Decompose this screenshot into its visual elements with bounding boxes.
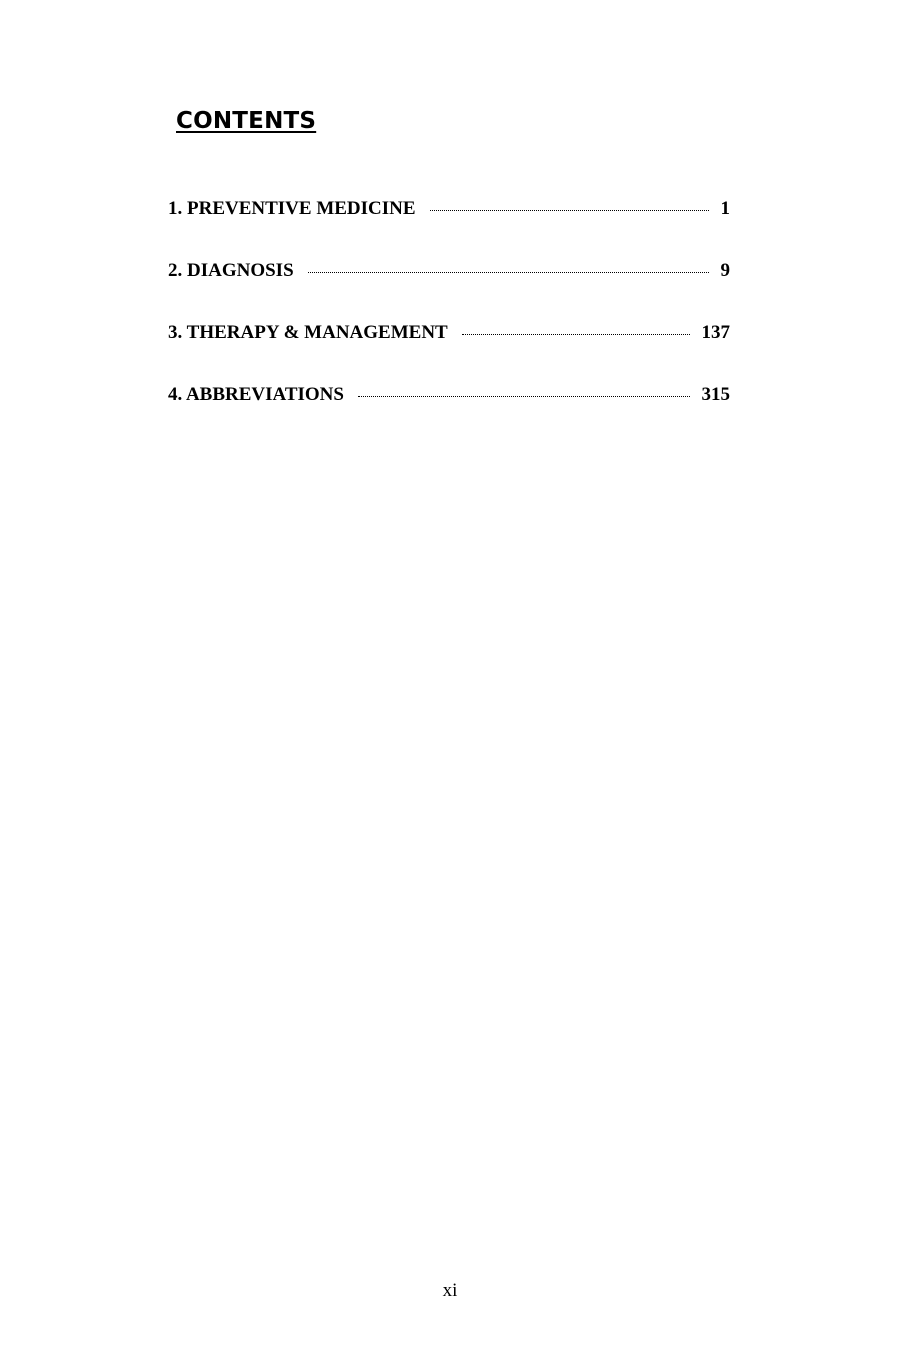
toc-entry-title: 4. ABBREVIATIONS (168, 384, 344, 405)
toc-entry-page-number: 1 (720, 198, 730, 219)
toc-entry-page-number: 9 (720, 260, 730, 281)
dot-leader (430, 210, 709, 211)
toc-entry-preventive-medicine[interactable] (168, 198, 730, 260)
toc-entry-title: 1. PREVENTIVE MEDICINE (168, 198, 416, 219)
toc-entry-therapy-management[interactable] (168, 322, 730, 384)
table-of-contents (168, 198, 730, 446)
toc-entry-title: 3. THERAPY & MANAGEMENT (168, 322, 448, 343)
toc-entry-abbreviations[interactable] (168, 384, 730, 446)
toc-entry-title: 2. DIAGNOSIS (168, 260, 294, 281)
toc-entry-page-number: 315 (701, 384, 730, 405)
toc-entry-diagnosis[interactable] (168, 260, 730, 322)
dot-leader (308, 272, 709, 273)
dot-leader (462, 334, 690, 335)
toc-entry-page-number: 137 (701, 322, 730, 343)
dot-leader (358, 396, 690, 397)
page-title: CONTENTS (176, 108, 317, 134)
page-number: xi (442, 1280, 458, 1301)
